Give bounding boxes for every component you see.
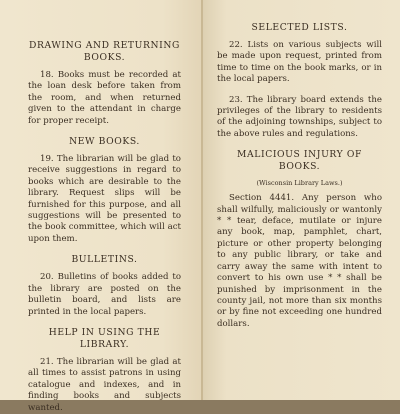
paragraph-21: 21. The librarian will be glad at all times to assist patrons in using catalogue and indexes, and in finding books and subjects wanted. [28,356,181,413]
paragraph-section-4441: Section 4441. Any person who shall wilfully, maliciously or wantonly * * tear, deface, mutilate or injure any book, map, pamphlet, chart, picture or other property belonging to any public library, or take and carry away the same with intent to convert to his own use * * shall be punished by imprisonment in the county jail, not more than six months or by fine not exceeding one hundred dollars. [217,193,382,329]
heading-new-books: NEW BOOKS. [69,136,140,148]
heading-malicious-injury: MALICIOUS INJURY OF BOOKS. [237,149,362,173]
heading-help-using-library: HELP IN USING THE LIBRARY. [48,326,161,350]
subheading-wisconsin-laws: (Wisconsin Library Laws.) [256,179,343,188]
right-page [203,0,400,400]
paragraph-22: 22. Lists on various subjects will be made upon request, printed from time to time on the book marks, or in the local papers. [217,40,382,85]
paragraph-20: 20. Bulletins of books added to the library are posted on the bulletin board, and lists are printed in the local papers. [28,272,181,317]
paragraph-19: 19. The librarian will be glad to receive suggestions in regard to books which are desirable to the library. Request slips will be furnished for this purpose, and all suggestions will be presented to the book committee, which will act upon them. [28,154,181,244]
paragraph-18: 18. Books must be recorded at the loan desk before taken from the room, and when returned given to the attendant in charge for proper receipt. [28,70,181,126]
heading-bulletins: BULLETINS. [71,254,138,266]
paragraph-23: 23. The library board extends the privileges of the library to residents of the adjoining townships, subject to the above rules and regulations. [217,94,382,139]
heading-drawing-returning: DRAWING AND RETURNING BOOKS. [29,40,180,63]
heading-selected-lists: SELECTED LISTS. [251,22,348,33]
